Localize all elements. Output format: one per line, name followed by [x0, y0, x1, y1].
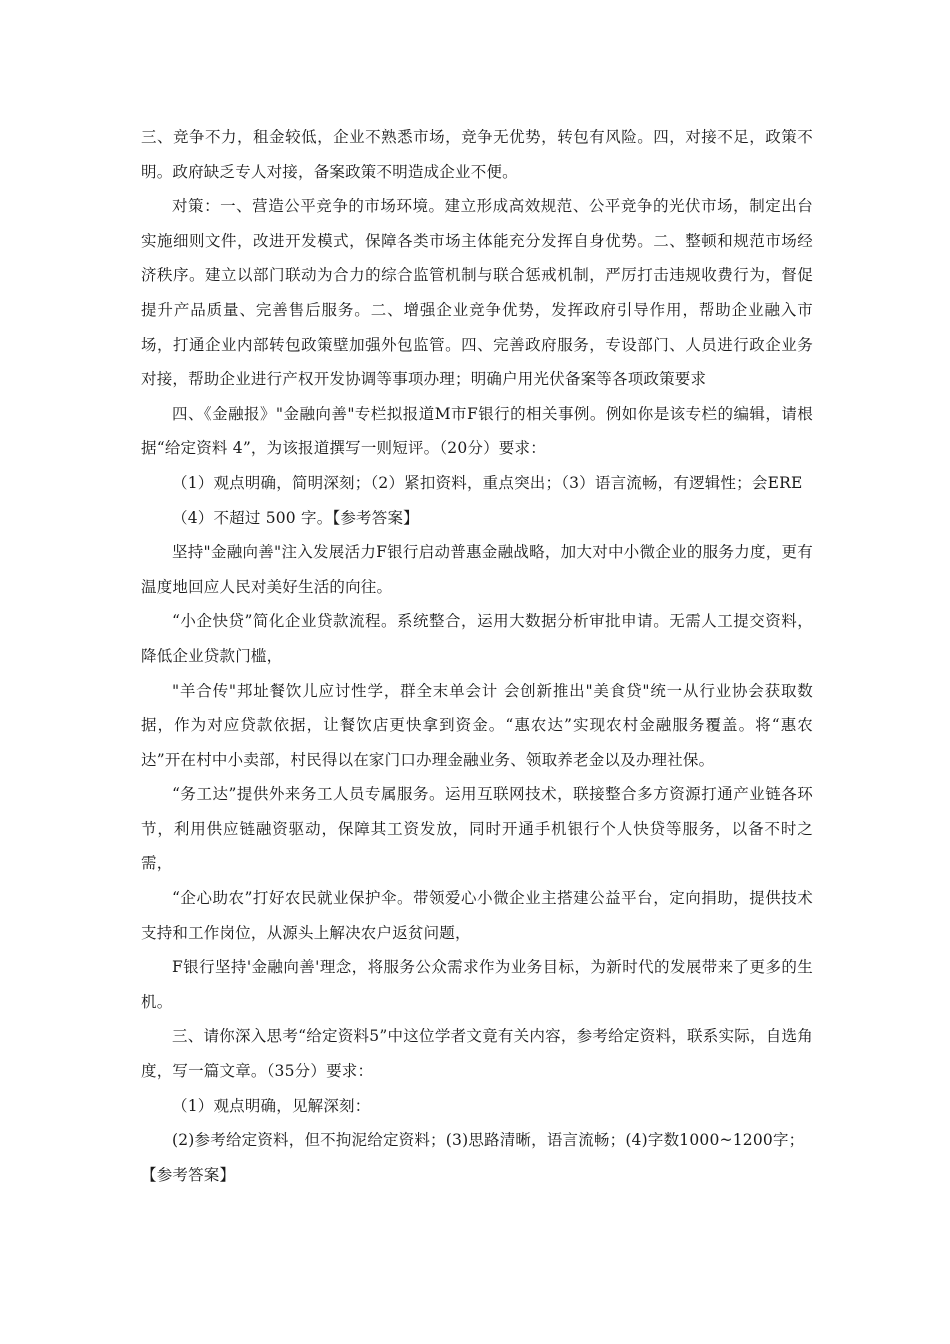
paragraph-conclusion: F银行坚持'金融向善'理念，将服务公众需求作为业务目标，为新时代的发展带来了更多的生机。 — [141, 958, 813, 1011]
paragraph-essay-requirements-2-4: (2)参考给定资料，但不拘泥给定资料；(3)思路清晰，语言流畅；(4)字数1000~1200字； — [172, 1131, 805, 1150]
paragraph-reference-answer: 【参考答案】 — [141, 1165, 236, 1184]
paragraph-answer-intro: 坚持"金融向善"注入发展活力F银行启动普惠金融战略，加大对中小微企业的服务力度，更有温度地回应人民对美好生活的向往。 — [141, 543, 813, 596]
paragraph-competition-issues: 三、竞争不力，租金较低，企业不熟悉市场，竞争无优势，转包有风险。四，对接不足，政策不明。政府缺乏专人对接，备案政策不明造成企业不便。 — [141, 128, 813, 181]
document-body — [141, 120, 813, 1192]
paragraph-essay-requirement-1: （1）观点明确，见解深刻： — [172, 1096, 371, 1115]
paragraph-farmer-support: “企心助农”打好农民就业保护伞。带领爱心小微企业主搭建公益平台，定向捐助，提供技术支持和工作岗位，从源头上解决农户返贫问题， — [141, 889, 813, 942]
paragraph-worker-service: “务工达”提供外来务工人员专属服务。运用互联网技术，联接整合多方资源打通产业链各环节，利用供应链融资驱动，保障其工资发放，同时开通手机银行个人快贷等服务，以备不时之需， — [141, 785, 813, 873]
paragraph-question-three: 三、请你深入思考“给定资料5”中这位学者文竟有关内容，参考给定资料，联系实际，自选角度，写一篇文章。（35分）要求： — [141, 1027, 813, 1081]
paragraph-requirement-4: （4）不超过 500 字。【参考答案】 — [172, 508, 419, 527]
paragraph-small-business-loan: “小企快贷”简化企业贷款流程。系统整合，运用大数据分析审批申请。无需人工提交资料，降低企业贷款门槛， — [141, 612, 813, 665]
paragraph-requirements-1-3: （1）观点明确，简明深刻；（2）紧扣资料，重点突出；（3）语言流畅，有逻辑性；会ERE — [172, 473, 803, 492]
paragraph-countermeasures: 对策：一、营造公平竞争的市场环境。建立形成高效规范、公平竞争的光伏市场，制定出台实施细则文件，改进开发模式，保障各类市场主体能充分发挥自身优势。二、整顿和规范市场经济秩序。建立以部门联动为合力的综合监管机制与联合惩戒机制，严厉打击违规收费行为，督促提升产品质量、完善售后服务。二、增强企业竞争优势，发挥政府引导作用，帮助企业融入市场，打通企业内部转包政策壁加强外包监管。四、完善政府服务，专设部门、人员进行政企业务对接，帮助企业进行产权开发协调等事项办理；明确户用光伏备案等各项政策要求 — [141, 197, 813, 389]
paragraph-question-four: 四、《金融报》"金融向善"专栏拟报道M市F银行的相关事例。例如你是该专栏的编辑，请根据“给定资料 4”，为该报道撰写一则短评。（20分）要求： — [141, 404, 813, 458]
paragraph-food-loan: "羊合传"邦址餐饮儿应讨性学，群全末单会计 会创新推出"美食贷"统一从行业协会获取数据，作为对应贷款依据，让餐饮店更快拿到资金。“惠农达”实现农村金融服务覆盖。将“惠农达”开在村中小卖部，村民得以在家门口办理金融业务、领取养老金以及办理社保。 — [141, 681, 813, 769]
